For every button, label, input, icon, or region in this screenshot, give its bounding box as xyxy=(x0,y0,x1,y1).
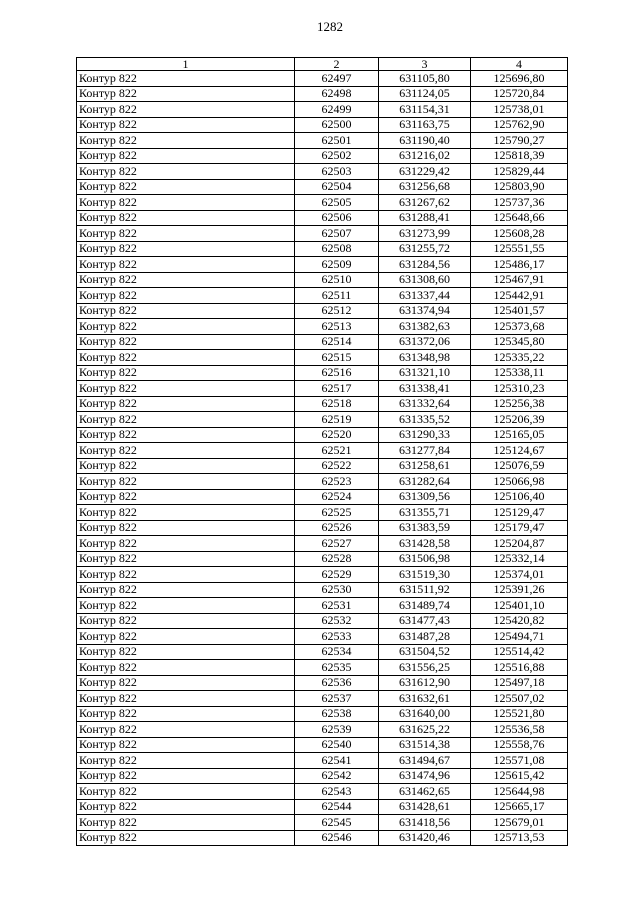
point-number-cell: 62536 xyxy=(295,675,379,691)
coordinate-y-cell: 125165,05 xyxy=(471,427,568,443)
table-row xyxy=(77,334,568,350)
contour-cell: Контур 822 xyxy=(77,613,295,629)
coordinate-y-cell: 125338,11 xyxy=(471,365,568,381)
coordinate-x-cell: 631332,64 xyxy=(379,396,471,412)
contour-cell: Контур 822 xyxy=(77,753,295,769)
coordinate-y-cell: 125571,08 xyxy=(471,753,568,769)
coordinate-y-cell: 125204,87 xyxy=(471,536,568,552)
table-row xyxy=(77,520,568,536)
coordinate-y-cell: 125076,59 xyxy=(471,458,568,474)
table-row xyxy=(77,784,568,800)
contour-cell: Контур 822 xyxy=(77,598,295,614)
table-row xyxy=(77,706,568,722)
coordinate-y-cell: 125644,98 xyxy=(471,784,568,800)
coordinate-x-cell: 631632,61 xyxy=(379,691,471,707)
table-row xyxy=(77,412,568,428)
contour-cell: Контур 822 xyxy=(77,830,295,846)
table-row xyxy=(77,272,568,288)
table-row xyxy=(77,117,568,133)
coordinate-x-cell: 631216,02 xyxy=(379,148,471,164)
table-row xyxy=(77,815,568,831)
column-header-4: 4 xyxy=(471,58,568,71)
contour-cell: Контур 822 xyxy=(77,396,295,412)
contour-cell: Контур 822 xyxy=(77,71,295,87)
point-number-cell: 62533 xyxy=(295,629,379,645)
coordinate-x-cell: 631308,60 xyxy=(379,272,471,288)
contour-cell: Контур 822 xyxy=(77,784,295,800)
point-number-cell: 62504 xyxy=(295,179,379,195)
point-number-cell: 62514 xyxy=(295,334,379,350)
coordinate-y-cell: 125818,39 xyxy=(471,148,568,164)
table-row xyxy=(77,86,568,102)
coordinate-y-cell: 125665,17 xyxy=(471,799,568,815)
coordinate-x-cell: 631229,42 xyxy=(379,164,471,180)
coordinate-x-cell: 631163,75 xyxy=(379,117,471,133)
coordinate-y-cell: 125720,84 xyxy=(471,86,568,102)
point-number-cell: 62498 xyxy=(295,86,379,102)
coordinate-x-cell: 631612,90 xyxy=(379,675,471,691)
coordinate-y-cell: 125066,98 xyxy=(471,474,568,490)
coordinate-x-cell: 631514,38 xyxy=(379,737,471,753)
table-row xyxy=(77,71,568,87)
coordinate-y-cell: 125696,80 xyxy=(471,71,568,87)
point-number-cell: 62497 xyxy=(295,71,379,87)
contour-cell: Контур 822 xyxy=(77,706,295,722)
coordinate-x-cell: 631277,84 xyxy=(379,443,471,459)
table-row xyxy=(77,799,568,815)
point-number-cell: 62501 xyxy=(295,133,379,149)
coordinate-x-cell: 631477,43 xyxy=(379,613,471,629)
coordinate-x-cell: 631428,58 xyxy=(379,536,471,552)
point-number-cell: 62535 xyxy=(295,660,379,676)
coordinate-y-cell: 125762,90 xyxy=(471,117,568,133)
coordinate-x-cell: 631494,67 xyxy=(379,753,471,769)
coordinate-y-cell: 125738,01 xyxy=(471,102,568,118)
point-number-cell: 62521 xyxy=(295,443,379,459)
contour-cell: Контур 822 xyxy=(77,210,295,226)
coordinate-x-cell: 631428,61 xyxy=(379,799,471,815)
contour-cell: Контур 822 xyxy=(77,536,295,552)
coordinate-y-cell: 125256,38 xyxy=(471,396,568,412)
point-number-cell: 62526 xyxy=(295,520,379,536)
coordinate-x-cell: 631190,40 xyxy=(379,133,471,149)
point-number-cell: 62541 xyxy=(295,753,379,769)
coordinate-y-cell: 125345,80 xyxy=(471,334,568,350)
column-header-2: 2 xyxy=(295,58,379,71)
coordinate-y-cell: 125401,57 xyxy=(471,303,568,319)
coordinate-y-cell: 125737,36 xyxy=(471,195,568,211)
table-row xyxy=(77,675,568,691)
table-row xyxy=(77,722,568,738)
point-number-cell: 62528 xyxy=(295,551,379,567)
table-row xyxy=(77,102,568,118)
table-row xyxy=(77,582,568,598)
coordinate-y-cell: 125648,66 xyxy=(471,210,568,226)
column-header-1: 1 xyxy=(77,58,295,71)
coordinate-y-cell: 125803,90 xyxy=(471,179,568,195)
table-row xyxy=(77,427,568,443)
table-row xyxy=(77,660,568,676)
coordinate-y-cell: 125516,88 xyxy=(471,660,568,676)
point-number-cell: 62508 xyxy=(295,241,379,257)
coordinate-y-cell: 125558,76 xyxy=(471,737,568,753)
point-number-cell: 62502 xyxy=(295,148,379,164)
point-number-cell: 62520 xyxy=(295,427,379,443)
table-row xyxy=(77,830,568,846)
table-row xyxy=(77,133,568,149)
table-row xyxy=(77,474,568,490)
contour-cell: Контур 822 xyxy=(77,226,295,242)
point-number-cell: 62512 xyxy=(295,303,379,319)
coordinate-y-cell: 125514,42 xyxy=(471,644,568,660)
coordinate-x-cell: 631284,56 xyxy=(379,257,471,273)
coordinate-y-cell: 125442,91 xyxy=(471,288,568,304)
coordinate-x-cell: 631124,05 xyxy=(379,86,471,102)
point-number-cell: 62519 xyxy=(295,412,379,428)
coordinate-x-cell: 631105,80 xyxy=(379,71,471,87)
table-row xyxy=(77,458,568,474)
contour-cell: Контур 822 xyxy=(77,520,295,536)
table-header-row xyxy=(77,58,568,71)
point-number-cell: 62534 xyxy=(295,644,379,660)
point-number-cell: 62538 xyxy=(295,706,379,722)
table-row xyxy=(77,365,568,381)
table-body xyxy=(77,71,568,846)
coordinate-y-cell: 125129,47 xyxy=(471,505,568,521)
point-number-cell: 62546 xyxy=(295,830,379,846)
coordinate-x-cell: 631337,44 xyxy=(379,288,471,304)
coordinate-y-cell: 125486,17 xyxy=(471,257,568,273)
contour-cell: Контур 822 xyxy=(77,737,295,753)
coordinate-y-cell: 125790,27 xyxy=(471,133,568,149)
coordinate-y-cell: 125420,82 xyxy=(471,613,568,629)
coordinate-y-cell: 125679,01 xyxy=(471,815,568,831)
point-number-cell: 62530 xyxy=(295,582,379,598)
table-row xyxy=(77,536,568,552)
coordinate-x-cell: 631418,56 xyxy=(379,815,471,831)
coordinate-x-cell: 631255,72 xyxy=(379,241,471,257)
coordinate-y-cell: 125467,91 xyxy=(471,272,568,288)
coordinate-y-cell: 125391,26 xyxy=(471,582,568,598)
table-row xyxy=(77,629,568,645)
coordinate-y-cell: 125179,47 xyxy=(471,520,568,536)
coordinate-x-cell: 631383,59 xyxy=(379,520,471,536)
table-row xyxy=(77,210,568,226)
point-number-cell: 62527 xyxy=(295,536,379,552)
contour-cell: Контур 822 xyxy=(77,443,295,459)
contour-cell: Контур 822 xyxy=(77,582,295,598)
point-number-cell: 62518 xyxy=(295,396,379,412)
coordinate-x-cell: 631290,33 xyxy=(379,427,471,443)
point-number-cell: 62523 xyxy=(295,474,379,490)
contour-cell: Контур 822 xyxy=(77,164,295,180)
point-number-cell: 62532 xyxy=(295,613,379,629)
table-row xyxy=(77,319,568,335)
coordinate-x-cell: 631372,06 xyxy=(379,334,471,350)
point-number-cell: 62505 xyxy=(295,195,379,211)
point-number-cell: 62507 xyxy=(295,226,379,242)
coordinate-x-cell: 631258,61 xyxy=(379,458,471,474)
coordinate-x-cell: 631506,98 xyxy=(379,551,471,567)
table-row xyxy=(77,551,568,567)
coordinate-x-cell: 631273,99 xyxy=(379,226,471,242)
contour-cell: Контур 822 xyxy=(77,288,295,304)
point-number-cell: 62525 xyxy=(295,505,379,521)
table-row xyxy=(77,489,568,505)
point-number-cell: 62540 xyxy=(295,737,379,753)
contour-cell: Контур 822 xyxy=(77,133,295,149)
contour-cell: Контур 822 xyxy=(77,691,295,707)
point-number-cell: 62516 xyxy=(295,365,379,381)
coordinate-y-cell: 125713,53 xyxy=(471,830,568,846)
coordinate-x-cell: 631489,74 xyxy=(379,598,471,614)
contour-cell: Контур 822 xyxy=(77,427,295,443)
contour-cell: Контур 822 xyxy=(77,381,295,397)
contour-cell: Контур 822 xyxy=(77,334,295,350)
table-row xyxy=(77,567,568,583)
contour-cell: Контур 822 xyxy=(77,660,295,676)
contour-cell: Контур 822 xyxy=(77,505,295,521)
contour-cell: Контур 822 xyxy=(77,148,295,164)
table-row xyxy=(77,303,568,319)
point-number-cell: 62511 xyxy=(295,288,379,304)
contour-cell: Контур 822 xyxy=(77,458,295,474)
contour-cell: Контур 822 xyxy=(77,241,295,257)
contour-cell: Контур 822 xyxy=(77,303,295,319)
coordinate-x-cell: 631338,41 xyxy=(379,381,471,397)
page-number: 1282 xyxy=(317,19,343,34)
table-row xyxy=(77,350,568,366)
coordinate-y-cell: 125124,67 xyxy=(471,443,568,459)
table-row xyxy=(77,644,568,660)
coordinate-x-cell: 631504,52 xyxy=(379,644,471,660)
table-row xyxy=(77,226,568,242)
table-row xyxy=(77,241,568,257)
contour-cell: Контур 822 xyxy=(77,768,295,784)
contour-cell: Контур 822 xyxy=(77,102,295,118)
coordinate-y-cell: 125497,18 xyxy=(471,675,568,691)
coordinate-x-cell: 631154,31 xyxy=(379,102,471,118)
table-row xyxy=(77,753,568,769)
coordinate-x-cell: 631382,63 xyxy=(379,319,471,335)
table-row xyxy=(77,381,568,397)
coordinate-x-cell: 631556,25 xyxy=(379,660,471,676)
coordinate-y-cell: 125335,22 xyxy=(471,350,568,366)
coordinate-y-cell: 125507,02 xyxy=(471,691,568,707)
coordinate-x-cell: 631374,94 xyxy=(379,303,471,319)
coordinate-x-cell: 631474,96 xyxy=(379,768,471,784)
coordinate-x-cell: 631348,98 xyxy=(379,350,471,366)
coordinate-y-cell: 125608,28 xyxy=(471,226,568,242)
point-number-cell: 62517 xyxy=(295,381,379,397)
table-row xyxy=(77,768,568,784)
point-number-cell: 62539 xyxy=(295,722,379,738)
table-row xyxy=(77,164,568,180)
table-row xyxy=(77,288,568,304)
contour-cell: Контур 822 xyxy=(77,551,295,567)
contour-cell: Контур 822 xyxy=(77,86,295,102)
table-row xyxy=(77,443,568,459)
coordinate-x-cell: 631335,52 xyxy=(379,412,471,428)
coordinate-y-cell: 125206,39 xyxy=(471,412,568,428)
contour-cell: Контур 822 xyxy=(77,489,295,505)
table-row xyxy=(77,613,568,629)
point-number-cell: 62513 xyxy=(295,319,379,335)
coordinate-x-cell: 631519,30 xyxy=(379,567,471,583)
contour-cell: Контур 822 xyxy=(77,815,295,831)
coordinate-x-cell: 631282,64 xyxy=(379,474,471,490)
contour-cell: Контур 822 xyxy=(77,272,295,288)
contour-cell: Контур 822 xyxy=(77,365,295,381)
coordinate-x-cell: 631267,62 xyxy=(379,195,471,211)
table-row xyxy=(77,598,568,614)
point-number-cell: 62522 xyxy=(295,458,379,474)
coordinate-y-cell: 125494,71 xyxy=(471,629,568,645)
coordinate-x-cell: 631321,10 xyxy=(379,365,471,381)
coordinate-y-cell: 125374,01 xyxy=(471,567,568,583)
point-number-cell: 62499 xyxy=(295,102,379,118)
table-row xyxy=(77,179,568,195)
point-number-cell: 62510 xyxy=(295,272,379,288)
point-number-cell: 62506 xyxy=(295,210,379,226)
table-row xyxy=(77,257,568,273)
coordinates-table xyxy=(76,57,568,846)
coordinate-y-cell: 125310,23 xyxy=(471,381,568,397)
point-number-cell: 62543 xyxy=(295,784,379,800)
contour-cell: Контур 822 xyxy=(77,195,295,211)
coordinate-x-cell: 631487,28 xyxy=(379,629,471,645)
contour-cell: Контур 822 xyxy=(77,474,295,490)
point-number-cell: 62545 xyxy=(295,815,379,831)
contour-cell: Контур 822 xyxy=(77,350,295,366)
coordinate-y-cell: 125551,55 xyxy=(471,241,568,257)
contour-cell: Контур 822 xyxy=(77,644,295,660)
coordinate-y-cell: 125401,10 xyxy=(471,598,568,614)
coordinate-x-cell: 631625,22 xyxy=(379,722,471,738)
point-number-cell: 62537 xyxy=(295,691,379,707)
contour-cell: Контур 822 xyxy=(77,567,295,583)
coordinate-y-cell: 125373,68 xyxy=(471,319,568,335)
table-row xyxy=(77,396,568,412)
contour-cell: Контур 822 xyxy=(77,675,295,691)
point-number-cell: 62509 xyxy=(295,257,379,273)
contour-cell: Контур 822 xyxy=(77,257,295,273)
point-number-cell: 62515 xyxy=(295,350,379,366)
contour-cell: Контур 822 xyxy=(77,722,295,738)
point-number-cell: 62531 xyxy=(295,598,379,614)
contour-cell: Контур 822 xyxy=(77,412,295,428)
contour-cell: Контур 822 xyxy=(77,629,295,645)
table-row xyxy=(77,737,568,753)
column-header-3: 3 xyxy=(379,58,471,71)
coordinate-y-cell: 125332,14 xyxy=(471,551,568,567)
coordinate-x-cell: 631511,92 xyxy=(379,582,471,598)
coordinate-x-cell: 631288,41 xyxy=(379,210,471,226)
coordinate-x-cell: 631355,71 xyxy=(379,505,471,521)
coordinate-x-cell: 631256,68 xyxy=(379,179,471,195)
table-row xyxy=(77,691,568,707)
contour-cell: Контур 822 xyxy=(77,179,295,195)
coordinate-y-cell: 125615,42 xyxy=(471,768,568,784)
coordinate-y-cell: 125521,80 xyxy=(471,706,568,722)
coordinate-y-cell: 125829,44 xyxy=(471,164,568,180)
contour-cell: Контур 822 xyxy=(77,117,295,133)
point-number-cell: 62529 xyxy=(295,567,379,583)
table-row xyxy=(77,505,568,521)
contour-cell: Контур 822 xyxy=(77,799,295,815)
point-number-cell: 62544 xyxy=(295,799,379,815)
coordinate-x-cell: 631640,00 xyxy=(379,706,471,722)
table-row xyxy=(77,195,568,211)
point-number-cell: 62503 xyxy=(295,164,379,180)
coordinate-x-cell: 631420,46 xyxy=(379,830,471,846)
point-number-cell: 62524 xyxy=(295,489,379,505)
coordinate-y-cell: 125536,58 xyxy=(471,722,568,738)
coordinate-y-cell: 125106,40 xyxy=(471,489,568,505)
table-row xyxy=(77,148,568,164)
coordinate-x-cell: 631462,65 xyxy=(379,784,471,800)
point-number-cell: 62542 xyxy=(295,768,379,784)
contour-cell: Контур 822 xyxy=(77,319,295,335)
coordinate-x-cell: 631309,56 xyxy=(379,489,471,505)
point-number-cell: 62500 xyxy=(295,117,379,133)
